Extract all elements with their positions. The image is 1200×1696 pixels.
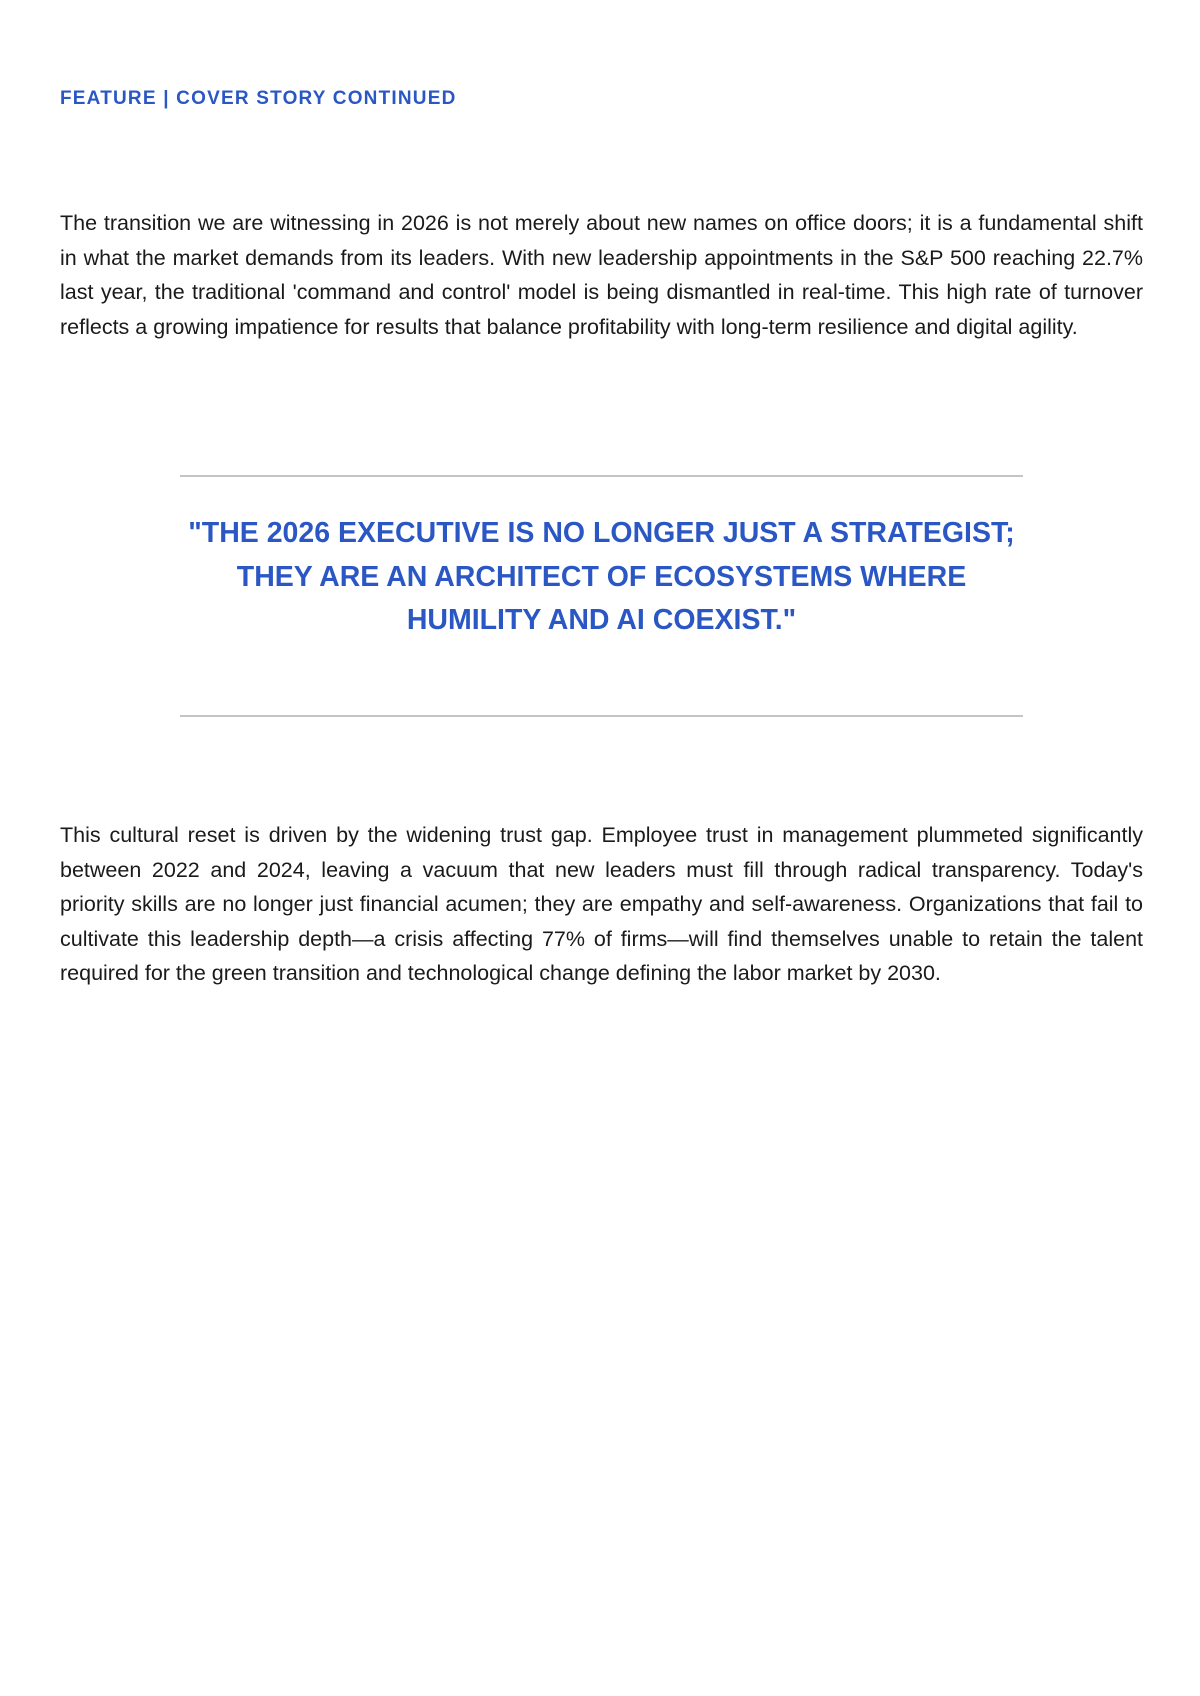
article-paragraph-2: This cultural reset is driven by the widening trust gap. Employee trust in management plummeted significantly between 2022 and 2024, leaving a vacuum that new leaders must fill through radical transparency. Today's priority skills are no longer just financial acumen; they are empathy and self-awareness. Organizations that fail to cultivate this leadership depth—a crisis affecting 77% of firms—will find themselves unable to retain the talent required for the green transition and technological change defining the labor market by 2030. xyxy=(60,823,1143,986)
pull-quote-line-3: HUMILITY AND AI COEXIST." xyxy=(406,604,797,636)
article-paragraph-1: The transition we are witnessing in 2026 is not merely about new names on office doors; it is a fundamental shift in what the market demands from its leaders. With new leadership appointments in the S&P 500 reaching 22.7% last year, the traditional 'command and control' model is being dismantled in real-time. This high rate of turnover reflects a growing impatience for results that balance profitability with long-term resilience and digital agility. xyxy=(60,211,1143,339)
pull-quote-bottom-divider xyxy=(180,715,1023,717)
pull-quote xyxy=(150,512,1053,643)
pull-quote-line-2: THEY ARE AN ARCHITECT OF ECOSYSTEMS WHERE xyxy=(236,560,967,593)
pull-quote-top-divider xyxy=(180,475,1023,477)
pull-quote-line-1: "THE 2026 EXECUTIVE IS NO LONGER JUST A STRATEGIST; xyxy=(188,517,1015,549)
section-kicker: FEATURE | COVER STORY CONTINUED xyxy=(60,88,457,109)
